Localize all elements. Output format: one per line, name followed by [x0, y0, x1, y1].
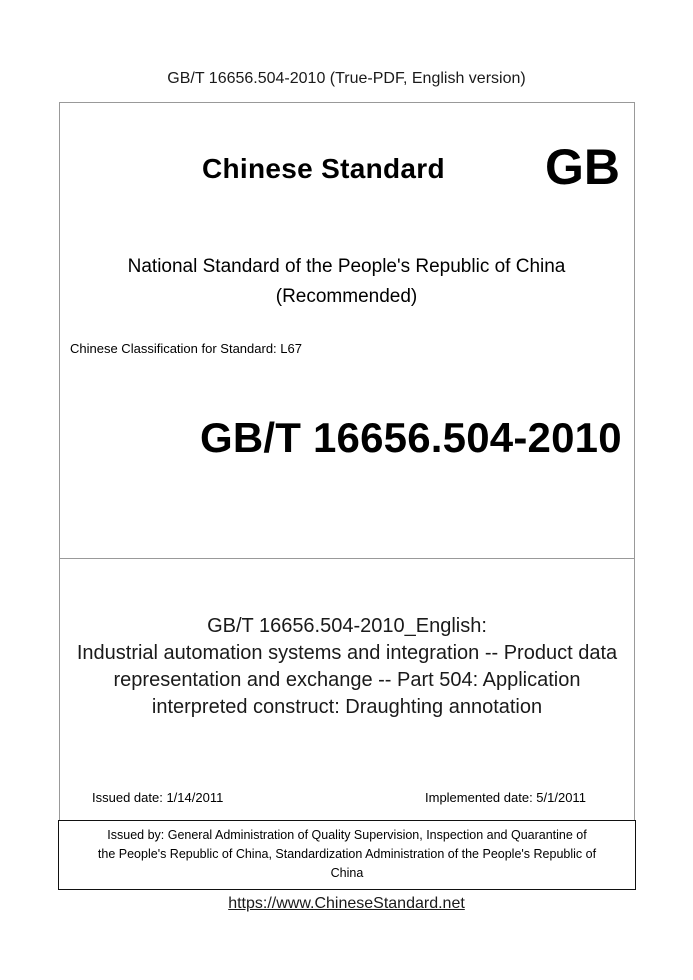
national-standard-line: National Standard of the People's Republic of China — [127, 256, 566, 277]
national-standard-label — [0, 252, 693, 312]
classification-label: Chinese Classification for Standard: L67 — [70, 341, 302, 356]
title-line: representation and exchange -- Part 504: Application — [113, 669, 581, 691]
document-title — [59, 613, 635, 721]
title-line: GB/T 16656.504-2010_English: — [207, 615, 487, 637]
recommended-line: (Recommended) — [275, 286, 418, 307]
title-line: interpreted construct: Draughting annotation — [151, 696, 543, 718]
issued-date: Issued date: 1/14/2011 — [92, 790, 224, 805]
chinese-standard-heading: Chinese Standard — [202, 153, 445, 184]
page-header: GB/T 16656.504-2010 (True-PDF, English version) — [167, 70, 526, 87]
implemented-date: Implemented date: 5/1/2011 — [425, 790, 586, 805]
title-line: Industrial automation systems and integration -- Product data — [76, 642, 618, 664]
website-link[interactable]: https://www.ChineseStandard.net — [228, 895, 465, 912]
gb-logo-mark: GB — [545, 139, 620, 195]
issuer-text — [58, 826, 636, 883]
issuer-line: the People's Republic of China, Standardization Administration of the People's Republic of — [97, 847, 597, 861]
issuer-line: Issued by: General Administration of Quality Supervision, Inspection and Quarantine of — [107, 828, 587, 842]
standard-number: GB/T 16656.504-2010 — [200, 414, 622, 461]
issuer-line: China — [330, 866, 364, 880]
